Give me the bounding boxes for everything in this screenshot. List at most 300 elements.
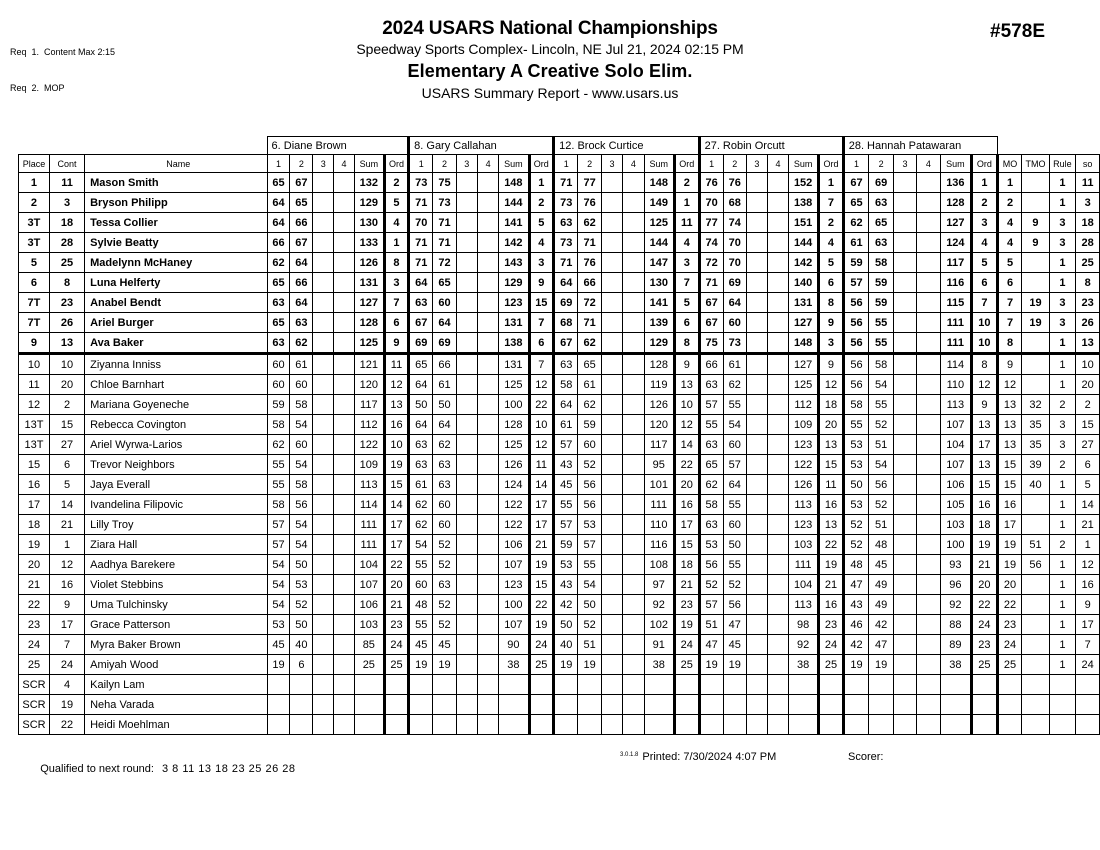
cell-j3-3 (601, 455, 622, 475)
cell-j3-4 (623, 695, 644, 715)
cell-place: 7T (19, 293, 50, 313)
cell-j2-2: 61 (433, 375, 456, 395)
cell-j5-ord (972, 675, 997, 695)
cell-j3-4 (623, 233, 644, 253)
cell-j2-1: 50 (409, 395, 433, 415)
requirement-line-1: Req 1. Content Max 2:15 (10, 47, 116, 57)
cell-skater-name: Mariana Goyeneche (85, 395, 267, 415)
cell-j1-1: 54 (267, 575, 290, 595)
cell-j4-3 (746, 455, 767, 475)
cell-j1-1 (267, 675, 290, 695)
judge-band-row (19, 137, 1100, 155)
cell-j3-4 (623, 595, 644, 615)
cell-contestant-number: 2 (49, 395, 84, 415)
cell-rule: 1 (1049, 555, 1076, 575)
cell-skater-name: Ziara Hall (85, 535, 267, 555)
cell-j3-1 (554, 675, 578, 695)
cell-so: 25 (1076, 253, 1100, 273)
cell-j1-4 (334, 233, 355, 253)
cell-j1-4 (334, 615, 355, 635)
cell-j3-1: 64 (554, 273, 578, 293)
cell-j5-1 (843, 675, 869, 695)
cell-j3-sum (644, 675, 674, 695)
cell-j2-2: 75 (433, 173, 456, 193)
cell-j2-ord: 17 (529, 495, 554, 515)
cell-contestant-number: 18 (49, 213, 84, 233)
cell-j4-sum: 151 (789, 213, 819, 233)
cell-j3-ord: 12 (674, 415, 699, 435)
cell-mo: 4 (997, 213, 1022, 233)
cell-mo: 8 (997, 333, 1022, 354)
cell-j4-3 (746, 213, 767, 233)
cell-j1-2: 54 (290, 415, 313, 435)
cell-j3-sum: 97 (644, 575, 674, 595)
col-header-j2-2: 2 (433, 155, 456, 173)
cell-j3-3 (601, 313, 622, 333)
cell-j3-2: 51 (578, 635, 601, 655)
cell-j4-2: 74 (723, 213, 746, 233)
cell-j4-ord: 1 (819, 173, 843, 193)
cell-j2-ord: 12 (529, 375, 554, 395)
cell-j3-1: 53 (554, 555, 578, 575)
col-header-j4-3: 3 (746, 155, 767, 173)
cell-j5-ord: 23 (972, 635, 997, 655)
cell-j5-4 (917, 293, 940, 313)
cell-j2-2 (433, 675, 456, 695)
cell-j2-1: 54 (409, 535, 433, 555)
cell-j5-4 (917, 313, 940, 333)
cell-j3-3 (601, 193, 622, 213)
cell-j2-1: 63 (409, 455, 433, 475)
cell-so: 9 (1076, 595, 1100, 615)
cell-j4-4 (767, 715, 788, 735)
cell-j5-2: 63 (869, 233, 894, 253)
col-header-j5-4: 4 (917, 155, 940, 173)
cell-j1-3 (313, 193, 334, 213)
cell-j3-4 (623, 555, 644, 575)
cell-j4-ord: 20 (819, 415, 843, 435)
cell-j2-1: 64 (409, 375, 433, 395)
cell-place: 18 (19, 515, 50, 535)
cell-j5-2: 55 (869, 333, 894, 354)
cell-tmo (1022, 635, 1049, 655)
cell-so (1076, 675, 1100, 695)
cell-j5-sum: 103 (940, 515, 972, 535)
cell-j4-sum: 103 (789, 535, 819, 555)
cell-j5-4 (917, 675, 940, 695)
cell-j4-1 (699, 715, 723, 735)
cell-j4-4 (767, 253, 788, 273)
cell-j2-sum: 122 (499, 515, 529, 535)
cell-j3-2: 65 (578, 354, 601, 375)
cell-j2-4 (477, 595, 498, 615)
cell-j2-3 (456, 715, 477, 735)
col-header-j4-ord: Ord (819, 155, 843, 173)
cell-j3-sum: 141 (644, 293, 674, 313)
cell-j3-4 (623, 475, 644, 495)
cell-j2-4 (477, 233, 498, 253)
cell-place: 20 (19, 555, 50, 575)
cell-j1-ord (384, 715, 408, 735)
cell-j2-3 (456, 213, 477, 233)
cell-skater-name: Chloe Barnhart (85, 375, 267, 395)
col-header-j1-1: 1 (267, 155, 290, 173)
table-row (19, 555, 1100, 575)
cell-j2-4 (477, 313, 498, 333)
cell-contestant-number: 15 (49, 415, 84, 435)
cell-j5-1: 56 (843, 293, 869, 313)
cell-j2-sum: 148 (499, 173, 529, 193)
cell-j4-3 (746, 555, 767, 575)
cell-j4-sum (789, 715, 819, 735)
cell-j5-ord: 6 (972, 273, 997, 293)
cell-j1-3 (313, 675, 334, 695)
cell-j1-2: 64 (290, 293, 313, 313)
table-row (19, 595, 1100, 615)
table-row (19, 715, 1100, 735)
cell-place: 3T (19, 213, 50, 233)
cell-mo: 12 (997, 375, 1022, 395)
cell-skater-name: Jaya Everall (85, 475, 267, 495)
cell-j2-1: 55 (409, 555, 433, 575)
event-title: 2024 USARS National Championships (382, 18, 718, 39)
cell-j3-ord: 23 (674, 595, 699, 615)
cell-j4-4 (767, 655, 788, 675)
cell-j1-ord: 21 (384, 595, 408, 615)
cell-j2-4 (477, 293, 498, 313)
cell-mo: 20 (997, 575, 1022, 595)
cell-j5-4 (917, 555, 940, 575)
cell-skater-name: Rebecca Covington (85, 415, 267, 435)
cell-rule: 1 (1049, 193, 1076, 213)
heat-code: #578E (990, 21, 1045, 42)
cell-j4-1: 47 (699, 635, 723, 655)
cell-j5-3 (893, 395, 916, 415)
cell-j5-sum (940, 715, 972, 735)
cell-j3-3 (601, 715, 622, 735)
cell-j2-ord: 15 (529, 575, 554, 595)
cell-j1-1: 63 (267, 333, 290, 354)
cell-contestant-number: 20 (49, 375, 84, 395)
cell-j3-ord: 15 (674, 535, 699, 555)
cell-tmo (1022, 193, 1049, 213)
cell-j5-4 (917, 415, 940, 435)
cell-j3-ord (674, 695, 699, 715)
cell-j5-1: 43 (843, 595, 869, 615)
cell-tmo (1022, 695, 1049, 715)
cell-j2-3 (456, 375, 477, 395)
cell-j1-1: 62 (267, 253, 290, 273)
cell-j3-2: 76 (578, 193, 601, 213)
cell-j3-sum: 126 (644, 395, 674, 415)
table-row (19, 575, 1100, 595)
qualified-label: Qualified to next round: (40, 763, 154, 775)
cell-j2-sum: 128 (499, 415, 529, 435)
cell-j1-4 (334, 193, 355, 213)
cell-j2-2: 52 (433, 555, 456, 575)
cell-j1-2: 52 (290, 595, 313, 615)
cell-j1-1: 63 (267, 293, 290, 313)
cell-j1-3 (313, 535, 334, 555)
cell-j2-2: 60 (433, 495, 456, 515)
cell-j5-1: 61 (843, 233, 869, 253)
cell-j2-3 (456, 253, 477, 273)
cell-j4-2: 73 (723, 333, 746, 354)
cell-rule: 3 (1049, 293, 1076, 313)
cell-j3-1 (554, 715, 578, 735)
cell-j1-1: 65 (267, 173, 290, 193)
cell-j3-4 (623, 354, 644, 375)
judge-band-spacer (1076, 137, 1100, 155)
cell-j4-1: 70 (699, 193, 723, 213)
cell-j5-ord: 17 (972, 435, 997, 455)
cell-j4-sum: 152 (789, 173, 819, 193)
cell-j5-sum: 110 (940, 375, 972, 395)
cell-j4-4 (767, 435, 788, 455)
cell-j2-ord: 1 (529, 173, 554, 193)
cell-j3-sum: 144 (644, 233, 674, 253)
cell-j1-3 (313, 615, 334, 635)
cell-j1-1: 64 (267, 213, 290, 233)
cell-j4-4 (767, 515, 788, 535)
col-header-j1-ord: Ord (384, 155, 408, 173)
cell-j1-2: 54 (290, 455, 313, 475)
cell-j4-4 (767, 395, 788, 415)
judge-header-3: 12. Brock Curtice (554, 137, 699, 155)
cell-j1-3 (313, 333, 334, 354)
cell-j3-2: 71 (578, 313, 601, 333)
cell-j1-2: 56 (290, 495, 313, 515)
cell-j3-ord: 7 (674, 273, 699, 293)
cell-j3-4 (623, 535, 644, 555)
cell-j4-3 (746, 535, 767, 555)
cell-tmo (1022, 655, 1049, 675)
cell-contestant-number: 10 (49, 354, 84, 375)
cell-j4-2: 47 (723, 615, 746, 635)
cell-j2-ord: 19 (529, 555, 554, 575)
cell-j4-4 (767, 273, 788, 293)
cell-j4-sum: 127 (789, 354, 819, 375)
col-header-j5-sum: Sum (940, 155, 972, 173)
cell-j3-3 (601, 375, 622, 395)
cell-place: SCR (19, 695, 50, 715)
cell-j5-4 (917, 233, 940, 253)
cell-j2-2: 60 (433, 515, 456, 535)
cell-j5-sum: 92 (940, 595, 972, 615)
cell-j3-3 (601, 395, 622, 415)
cell-j4-ord (819, 675, 843, 695)
cell-j5-3 (893, 515, 916, 535)
cell-j5-ord: 3 (972, 213, 997, 233)
cell-place: 2 (19, 193, 50, 213)
cell-j4-2: 64 (723, 475, 746, 495)
cell-j1-1: 53 (267, 615, 290, 635)
cell-tmo (1022, 595, 1049, 615)
cell-j4-ord: 6 (819, 273, 843, 293)
col-header-j3-ord: Ord (674, 155, 699, 173)
cell-j2-sum: 106 (499, 535, 529, 555)
cell-skater-name: Madelynn McHaney (85, 253, 267, 273)
cell-j4-4 (767, 695, 788, 715)
cell-j1-2: 40 (290, 635, 313, 655)
cell-j1-3 (313, 395, 334, 415)
cell-j3-1: 71 (554, 173, 578, 193)
cell-skater-name: Ziyanna Inniss (85, 354, 267, 375)
cell-j4-4 (767, 675, 788, 695)
cell-j1-sum: 121 (354, 354, 384, 375)
cell-j1-4 (334, 333, 355, 354)
cell-j1-3 (313, 515, 334, 535)
cell-j1-1: 57 (267, 515, 290, 535)
cell-place: 11 (19, 375, 50, 395)
cell-contestant-number: 27 (49, 435, 84, 455)
cell-j5-ord: 19 (972, 535, 997, 555)
cell-j5-2: 55 (869, 395, 894, 415)
cell-j1-3 (313, 375, 334, 395)
cell-j3-1: 73 (554, 193, 578, 213)
cell-j3-2: 77 (578, 173, 601, 193)
cell-j1-sum: 117 (354, 395, 384, 415)
cell-j5-3 (893, 715, 916, 735)
cell-j5-3 (893, 615, 916, 635)
cell-j3-4 (623, 635, 644, 655)
cell-j2-3 (456, 293, 477, 313)
cell-j3-ord: 21 (674, 575, 699, 595)
cell-j2-4 (477, 495, 498, 515)
cell-place: 5 (19, 253, 50, 273)
cell-j4-sum: 142 (789, 253, 819, 273)
cell-j2-4 (477, 475, 498, 495)
cell-j3-ord: 16 (674, 495, 699, 515)
cell-j2-sum (499, 675, 529, 695)
cell-tmo: 9 (1022, 213, 1049, 233)
cell-j4-1: 77 (699, 213, 723, 233)
cell-j2-sum: 138 (499, 333, 529, 354)
cell-j3-1: 19 (554, 655, 578, 675)
cell-j1-1 (267, 715, 290, 735)
cell-j2-ord (529, 715, 554, 735)
cell-so: 21 (1076, 515, 1100, 535)
cell-contestant-number: 7 (49, 635, 84, 655)
cell-j2-sum: 129 (499, 273, 529, 293)
cell-j1-2: 53 (290, 575, 313, 595)
cell-j3-2: 66 (578, 273, 601, 293)
table-row (19, 435, 1100, 455)
cell-skater-name: Ivandelina Filipovic (85, 495, 267, 515)
cell-rule: 1 (1049, 655, 1076, 675)
cell-place: 1 (19, 173, 50, 193)
cell-j4-1 (699, 695, 723, 715)
cell-j2-3 (456, 675, 477, 695)
cell-j4-sum (789, 675, 819, 695)
cell-j2-ord: 9 (529, 273, 554, 293)
cell-j1-4 (334, 213, 355, 233)
cell-j5-3 (893, 293, 916, 313)
col-header-j5-2: 2 (869, 155, 894, 173)
cell-j3-4 (623, 173, 644, 193)
cell-j3-1: 55 (554, 495, 578, 515)
cell-skater-name: Ava Baker (85, 333, 267, 354)
cell-mo: 13 (997, 395, 1022, 415)
cell-tmo: 56 (1022, 555, 1049, 575)
cell-j1-4 (334, 555, 355, 575)
cell-j2-sum: 144 (499, 193, 529, 213)
cell-j1-ord: 3 (384, 273, 408, 293)
cell-j4-sum: 138 (789, 193, 819, 213)
cell-j3-2: 57 (578, 535, 601, 555)
cell-j5-2: 58 (869, 253, 894, 273)
cell-so: 28 (1076, 233, 1100, 253)
cell-j5-3 (893, 233, 916, 253)
cell-j2-1: 48 (409, 595, 433, 615)
cell-j2-ord: 19 (529, 615, 554, 635)
cell-j1-2: 66 (290, 213, 313, 233)
cell-j1-ord: 12 (384, 375, 408, 395)
cell-j1-2: 63 (290, 313, 313, 333)
cell-j2-2: 66 (433, 354, 456, 375)
cell-j5-3 (893, 435, 916, 455)
cell-j5-sum: 106 (940, 475, 972, 495)
cell-j5-3 (893, 595, 916, 615)
cell-j1-2 (290, 715, 313, 735)
cell-tmo: 40 (1022, 475, 1049, 495)
cell-j2-1: 63 (409, 293, 433, 313)
cell-tmo (1022, 495, 1049, 515)
judge-header-4: 27. Robin Orcutt (699, 137, 843, 155)
cell-j5-ord: 7 (972, 293, 997, 313)
cell-j4-4 (767, 635, 788, 655)
cell-contestant-number: 17 (49, 615, 84, 635)
cell-j4-1: 52 (699, 575, 723, 595)
cell-j2-3 (456, 535, 477, 555)
cell-j3-2: 53 (578, 515, 601, 535)
table-row (19, 233, 1100, 253)
cell-rule: 1 (1049, 475, 1076, 495)
cell-j3-3 (601, 615, 622, 635)
cell-j5-sum: 136 (940, 173, 972, 193)
cell-so: 15 (1076, 415, 1100, 435)
cell-j3-sum (644, 715, 674, 735)
cell-j4-sum: 126 (789, 475, 819, 495)
cell-j5-4 (917, 655, 940, 675)
cell-so: 7 (1076, 635, 1100, 655)
cell-j4-1: 53 (699, 535, 723, 555)
cell-j3-1: 63 (554, 213, 578, 233)
judge-header-2: 8. Gary Callahan (409, 137, 554, 155)
cell-j2-ord (529, 675, 554, 695)
cell-j3-sum: 92 (644, 595, 674, 615)
cell-j5-sum: 107 (940, 455, 972, 475)
cell-tmo: 19 (1022, 293, 1049, 313)
table-row (19, 475, 1100, 495)
cell-j1-2: 54 (290, 515, 313, 535)
cell-j3-4 (623, 515, 644, 535)
cell-j3-ord: 13 (674, 375, 699, 395)
cell-j1-sum: 132 (354, 173, 384, 193)
cell-j4-2: 55 (723, 495, 746, 515)
cell-j2-2: 73 (433, 193, 456, 213)
cell-j2-ord: 7 (529, 313, 554, 333)
cell-j4-ord: 4 (819, 233, 843, 253)
requirement-line-2: Req 2. MOP (10, 83, 65, 93)
cell-j4-2: 69 (723, 273, 746, 293)
cell-j4-ord: 18 (819, 395, 843, 415)
cell-j2-4 (477, 193, 498, 213)
cell-contestant-number: 13 (49, 333, 84, 354)
cell-j1-3 (313, 695, 334, 715)
cell-mo: 4 (997, 233, 1022, 253)
cell-j2-ord: 17 (529, 515, 554, 535)
